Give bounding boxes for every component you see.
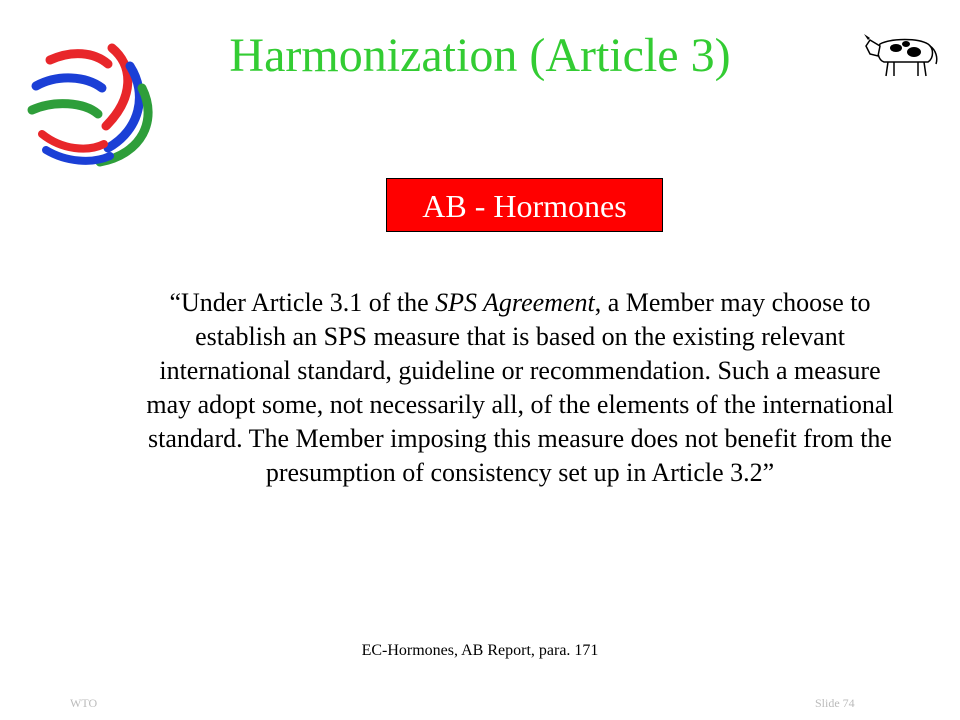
quote-emphasis: SPS Agreement (435, 288, 595, 317)
footer-org: WTO (70, 696, 98, 710)
citation: EC-Hormones, AB Report, para. 171 (361, 642, 599, 659)
slide-number: Slide 74 (815, 696, 855, 710)
case-badge: AB - Hormones (386, 178, 663, 232)
quote-text-rest: , a Member may choose to establish an SPS measure that is based on the existing relevant international standard, guideline or recommendation. Such a measure may adopt some, not necessarily all, of the elements of the international standard. The Member imposing this measure does not benefit from the presumption of consistency set up in Article 3.2” (146, 288, 894, 487)
slide-title: Harmonization (Article 3) (229, 29, 731, 82)
quote-text-start: “Under Article 3.1 of the (169, 288, 436, 317)
quote-block (140, 286, 900, 490)
